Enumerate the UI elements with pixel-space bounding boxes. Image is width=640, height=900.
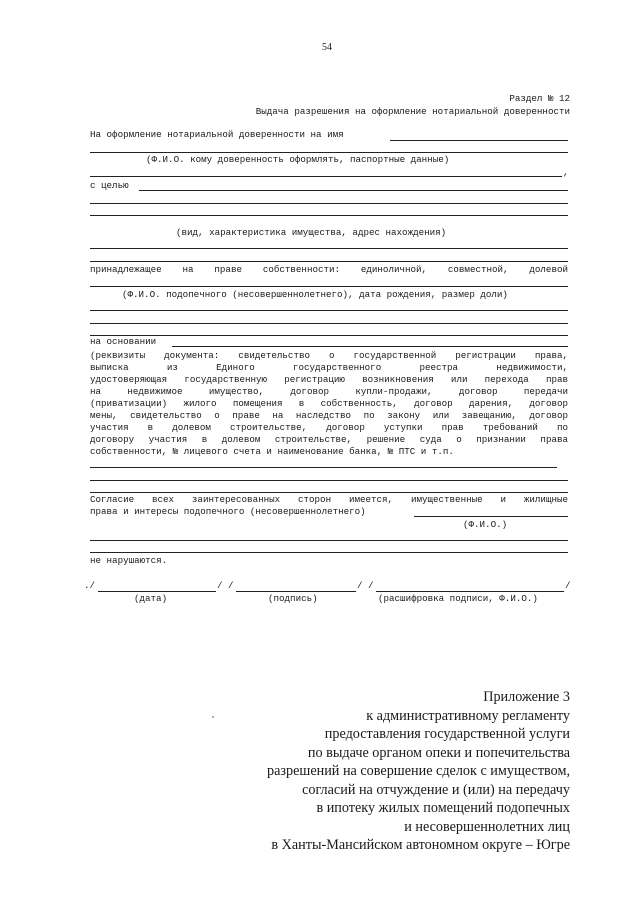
- appendix-line-4: по выдаче органом опеки и попечительства: [307, 744, 570, 761]
- sig-slash-3: / /: [357, 580, 374, 591]
- section-title: Выдача разрешения на оформление нотариальной доверенности: [255, 106, 570, 117]
- sig-slash-4: /: [565, 580, 571, 591]
- field-basis-2[interactable]: [90, 467, 557, 468]
- caption-property: (вид, характеристика имущества, адрес нахождения): [176, 227, 447, 238]
- field-basis-3[interactable]: [90, 480, 568, 481]
- appendix-line-7: в ипотеку жилых помещений подопечных: [316, 800, 570, 816]
- caption-decoding: (расшифровка подписи, Ф.И.О.): [378, 593, 538, 604]
- section-label: Раздел № 12: [509, 93, 570, 104]
- label-name: На оформление нотариальной доверенности на имя: [90, 129, 344, 140]
- field-basis-4[interactable]: [90, 492, 568, 493]
- field-ward[interactable]: [90, 310, 568, 311]
- field-fio[interactable]: [414, 516, 568, 517]
- basis-details-9: собственности, № лицевого счета и наименование банка, № ПТС и т.п.: [90, 446, 454, 457]
- field-ward-2[interactable]: [90, 323, 568, 324]
- field-consent[interactable]: [90, 540, 568, 541]
- comma: ,: [563, 167, 569, 178]
- sig-slash-2: / /: [217, 580, 234, 591]
- appendix-line-1: Приложение 3: [483, 689, 570, 705]
- field-passport[interactable]: [90, 176, 562, 177]
- basis-details-7: участия в долевом строительстве, договор уступки прав требований по: [90, 422, 568, 433]
- field-property[interactable]: [90, 248, 568, 249]
- consent-line-1: Согласие всех заинтересованных сторон имеется, имущественные и жилищные: [90, 494, 568, 505]
- appendix-line-5: разрешений на совершение сделок с имуществом,: [267, 763, 570, 779]
- field-name[interactable]: [390, 140, 568, 141]
- appendix-block: [267, 688, 570, 855]
- basis-details-8: договору участия в долевом строительстве, решение суда о признании права: [90, 434, 568, 445]
- scan-speck: [212, 716, 214, 718]
- caption-signature: (подпись): [268, 593, 318, 604]
- basis-details-4: на недвижимое имущество, договор купли-продажи, договор передачи: [90, 386, 568, 397]
- field-purpose-3[interactable]: [90, 215, 568, 216]
- basis-details-2: выписка из Единого государственного реестра недвижимости,: [90, 362, 568, 373]
- field-signature[interactable]: [236, 591, 356, 592]
- field-consent-2[interactable]: [90, 552, 568, 553]
- ownership-line: принадлежащее на праве собственности: единоличной, совместной, долевой: [90, 264, 568, 275]
- caption-fio-short: (Ф.И.О.): [463, 519, 508, 530]
- basis-details-6: мены, свидетельство о праве на наследство по закону или завещанию, договор: [90, 410, 568, 421]
- field-ownership[interactable]: [90, 286, 568, 287]
- caption-date: (дата): [134, 593, 168, 604]
- not-violated: не нарушаются.: [90, 555, 168, 566]
- appendix-line-9: в Ханты-Мансийском автономном округе – Югре: [271, 837, 570, 853]
- caption-ward: (Ф.И.О. подопечного (несовершеннолетнего), дата рождения, размер доли): [122, 289, 508, 300]
- label-basis: на основании: [90, 336, 157, 347]
- appendix-line-3: предоставления государственной услуги: [324, 726, 570, 742]
- basis-details-1: (реквизиты документа: свидетельство о государственной регистрации права,: [90, 350, 568, 361]
- field-purpose-2[interactable]: [90, 203, 568, 204]
- field-date[interactable]: [98, 591, 216, 592]
- page-number: 54: [322, 42, 332, 53]
- field-ward-3[interactable]: [90, 335, 568, 336]
- consent-line-2: права и интересы подопечного (несовершеннолетнего): [90, 506, 366, 517]
- caption-fio: (Ф.И.О. кому доверенность оформлять, паспортные данные): [146, 154, 450, 165]
- appendix-line-6: согласий на отчуждение и (или) на передачу: [302, 781, 570, 798]
- field-property-2[interactable]: [90, 261, 568, 262]
- field-decoding[interactable]: [376, 591, 564, 592]
- appendix-line-2: к административному регламенту: [366, 707, 570, 724]
- label-purpose: с целью: [90, 180, 129, 191]
- field-purpose[interactable]: [139, 190, 568, 191]
- field-basis[interactable]: [172, 346, 568, 347]
- basis-details-3: удостоверяющая государственную регистрацию возникновения или перехода прав: [90, 374, 568, 385]
- basis-details-5: (приватизации) жилого помещения в собственность, договор дарения, договор: [90, 398, 568, 409]
- field-name-2[interactable]: [90, 152, 568, 153]
- sig-slash-1: ./: [84, 580, 96, 591]
- appendix-line-8: и несовершеннолетних лиц: [404, 818, 570, 835]
